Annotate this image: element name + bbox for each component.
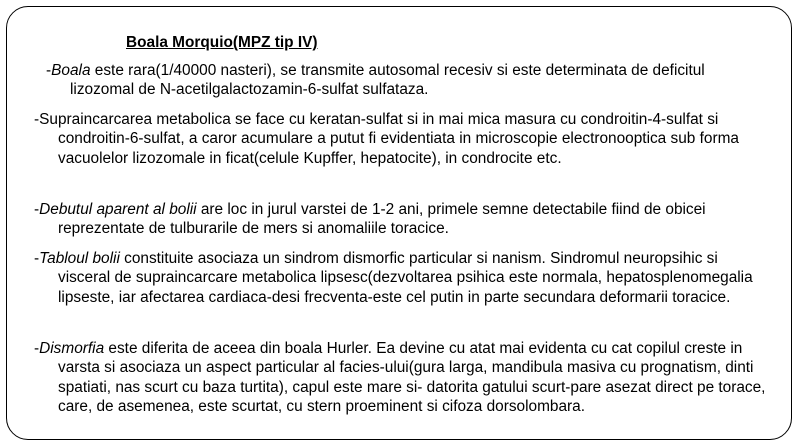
paragraph-prefix: - [34,111,40,128]
paragraph-prefix: - [34,340,40,357]
paragraph-prefix: - [34,250,40,267]
paragraph-text: este rara(1/40000 nasteri), se transmite autosomal recesiv si este determinata de deficitul lizozomal de N-acetilgalactozamin-6-sulfat sulfataza. [70,62,705,99]
paragraph-dysmorphia [34,339,780,416]
paragraph-text: are loc in jurul varstei de 1-2 ani, primele semne detectabile fiind de obicei reprezentate de tulburarile de mers si anomaliile toracice. [58,201,706,238]
paragraph-metabolic-overload [34,110,770,168]
paragraph-onset [34,200,770,239]
paragraph-lead: Debutul aparent al bolii [39,201,197,218]
paragraph-prefix: - [34,201,40,218]
paragraph-clinical-picture [34,249,770,307]
paragraph-text: constituite asociaza un sindrom dismorfic particular si nanism. Sindromul neuropsihic si visceral de supraincarcare metabolica lipsesc(dezvoltarea psihica este normala, hepatosplenomegalia lipseste, iar afectarea cardiaca-desi frecventa-este cel putin in parte secundara deformarii toracice. [58,250,753,306]
paragraph-lead: Boala [51,62,91,79]
paragraph-lead: Dismorfia [39,340,105,357]
document-title: Boala Morquio(MPZ tip IV) [126,34,318,51]
paragraph-text: Supraincarcarea metabolica se face cu keratan-sulfat si in mai mica masura cu condroitin-4-sulfat si condroitin-6-sulfat, a caror acumulare a putut fi evidentiata in microscopie electronooptica sub forma vacuolelor lizozomale in ficat(celule Kupffer, hepatocite), in condrocite etc. [39,111,739,167]
paragraph-disease [46,61,760,100]
paragraph-text: este diferita de aceea din boala Hurler. Ea devine cu atat mai evidenta cu cat copilul creste in varsta si asociaza un aspect particular al facies-ului(gura larga, mandibula masiva cu prognatism, dinti spatiati, nas scurt cu baza turtita), capul este mare si- datorita gatului scurt-pare asezat direct pe torace, care, de asemenea, este scurtat, cu stern proeminent si cifoza dorsolombara. [58,340,766,415]
paragraph-lead: Tabloul bolii [39,250,120,267]
paragraph-prefix: - [46,62,52,79]
